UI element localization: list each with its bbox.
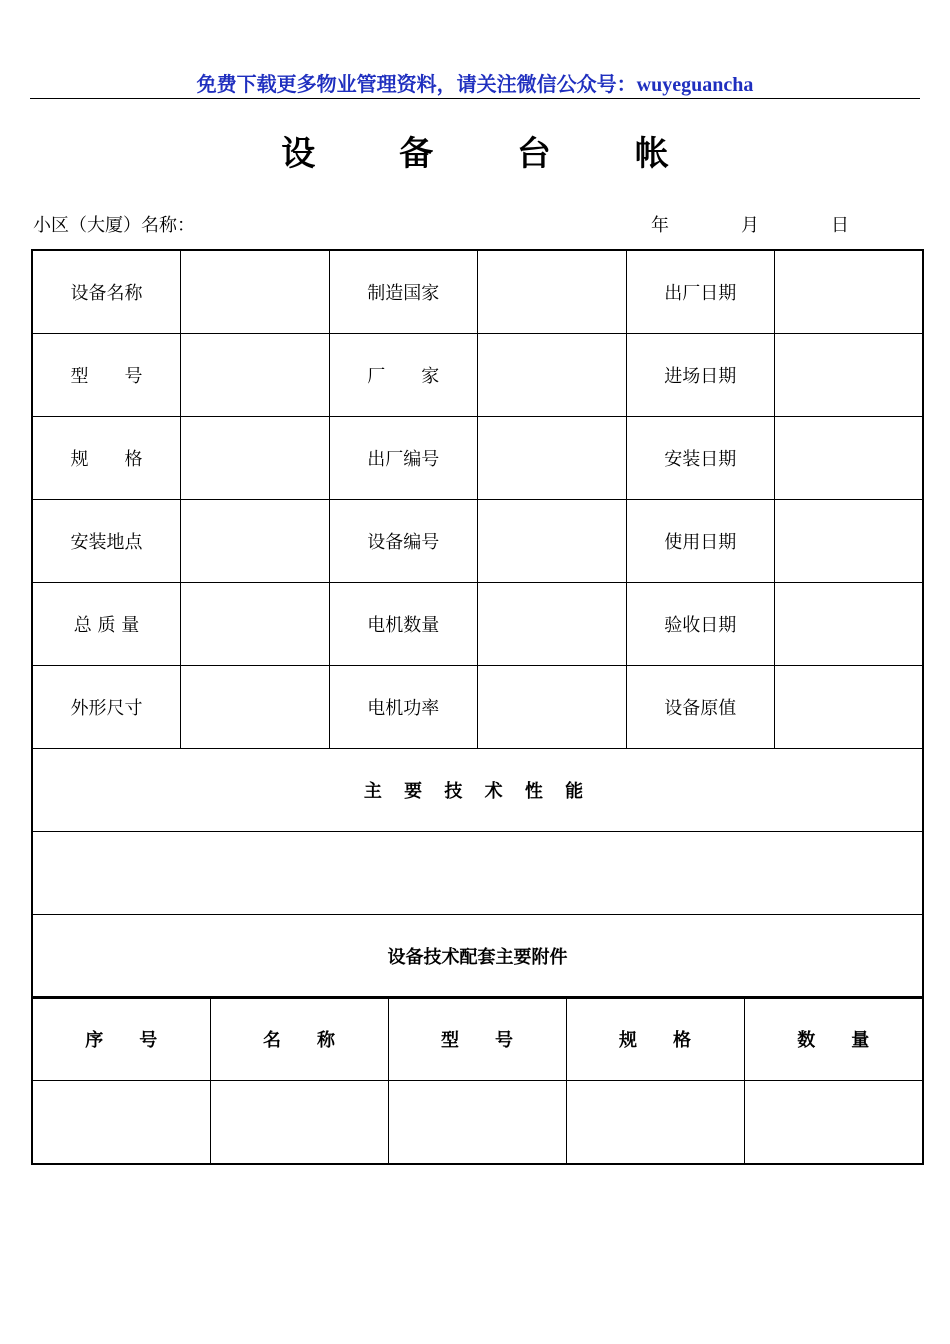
accessory-cell[interactable]: [210, 1081, 388, 1165]
field-value[interactable]: [478, 417, 627, 500]
field-label: 制造国家: [329, 250, 478, 334]
field-value[interactable]: [181, 250, 330, 334]
field-label: 设备名称: [32, 250, 181, 334]
field-value[interactable]: [181, 417, 330, 500]
field-label: 型 号: [32, 334, 181, 417]
performance-section-heading: 主 要 技 术 性 能: [32, 749, 923, 832]
field-value[interactable]: [775, 334, 924, 417]
field-value[interactable]: [775, 583, 924, 666]
table-row: [32, 997, 923, 1081]
accessory-cell[interactable]: [32, 1081, 210, 1165]
table-row: [32, 1081, 923, 1165]
field-label: 安装地点: [32, 500, 181, 583]
field-label: 总 质 量: [32, 583, 181, 666]
table-row: [32, 334, 923, 417]
field-value[interactable]: [478, 666, 627, 749]
equipment-ledger-table: [31, 249, 924, 999]
field-value[interactable]: [181, 666, 330, 749]
field-value[interactable]: [775, 500, 924, 583]
field-label: 出厂编号: [329, 417, 478, 500]
field-value[interactable]: [775, 250, 924, 334]
day-label: 日: [831, 215, 849, 236]
accessory-cell[interactable]: [744, 1081, 923, 1165]
field-value[interactable]: [478, 334, 627, 417]
table-row: [32, 583, 923, 666]
field-label: 进场日期: [626, 334, 775, 417]
field-label: 设备编号: [329, 500, 478, 583]
accessory-column-header: 规 格: [566, 997, 744, 1081]
field-value[interactable]: [775, 417, 924, 500]
header-divider: [30, 98, 920, 99]
table-row: [32, 915, 923, 999]
field-value[interactable]: [181, 334, 330, 417]
accessory-column-header: 型 号: [388, 997, 566, 1081]
accessories-section-heading: 设备技术配套主要附件: [32, 915, 923, 999]
page-title: 设 备 台 帐: [281, 134, 705, 174]
accessory-cell[interactable]: [388, 1081, 566, 1165]
field-value[interactable]: [478, 250, 627, 334]
accessory-column-header: 序 号: [32, 997, 210, 1081]
field-value[interactable]: [181, 500, 330, 583]
field-label: 厂 家: [329, 334, 478, 417]
field-label: 电机数量: [329, 583, 478, 666]
table-row: [32, 749, 923, 832]
year-label: 年: [651, 215, 669, 236]
table-row: [32, 500, 923, 583]
accessories-table: [31, 996, 924, 1165]
field-label: 安装日期: [626, 417, 775, 500]
accessory-cell[interactable]: [566, 1081, 744, 1165]
header-notice: 免费下载更多物业管理资料，请关注微信公众号：wuyeguancha: [196, 74, 754, 96]
accessory-column-header: 数 量: [744, 997, 923, 1081]
table-row: [32, 250, 923, 334]
field-label: 使用日期: [626, 500, 775, 583]
table-row: [32, 417, 923, 500]
field-label: 出厂日期: [626, 250, 775, 334]
field-label: 电机功率: [329, 666, 478, 749]
table-row: [32, 666, 923, 749]
accessory-column-header: 名 称: [210, 997, 388, 1081]
table-row: [32, 832, 923, 915]
field-label: 规 格: [32, 417, 181, 500]
performance-content-cell[interactable]: [32, 832, 923, 915]
community-name-label: 小区（大厦）名称：: [33, 215, 195, 236]
field-value[interactable]: [775, 666, 924, 749]
field-label: 设备原值: [626, 666, 775, 749]
field-label: 外形尺寸: [32, 666, 181, 749]
field-label: 验收日期: [626, 583, 775, 666]
field-value[interactable]: [478, 500, 627, 583]
field-value[interactable]: [478, 583, 627, 666]
field-value[interactable]: [181, 583, 330, 666]
month-label: 月: [741, 215, 759, 236]
